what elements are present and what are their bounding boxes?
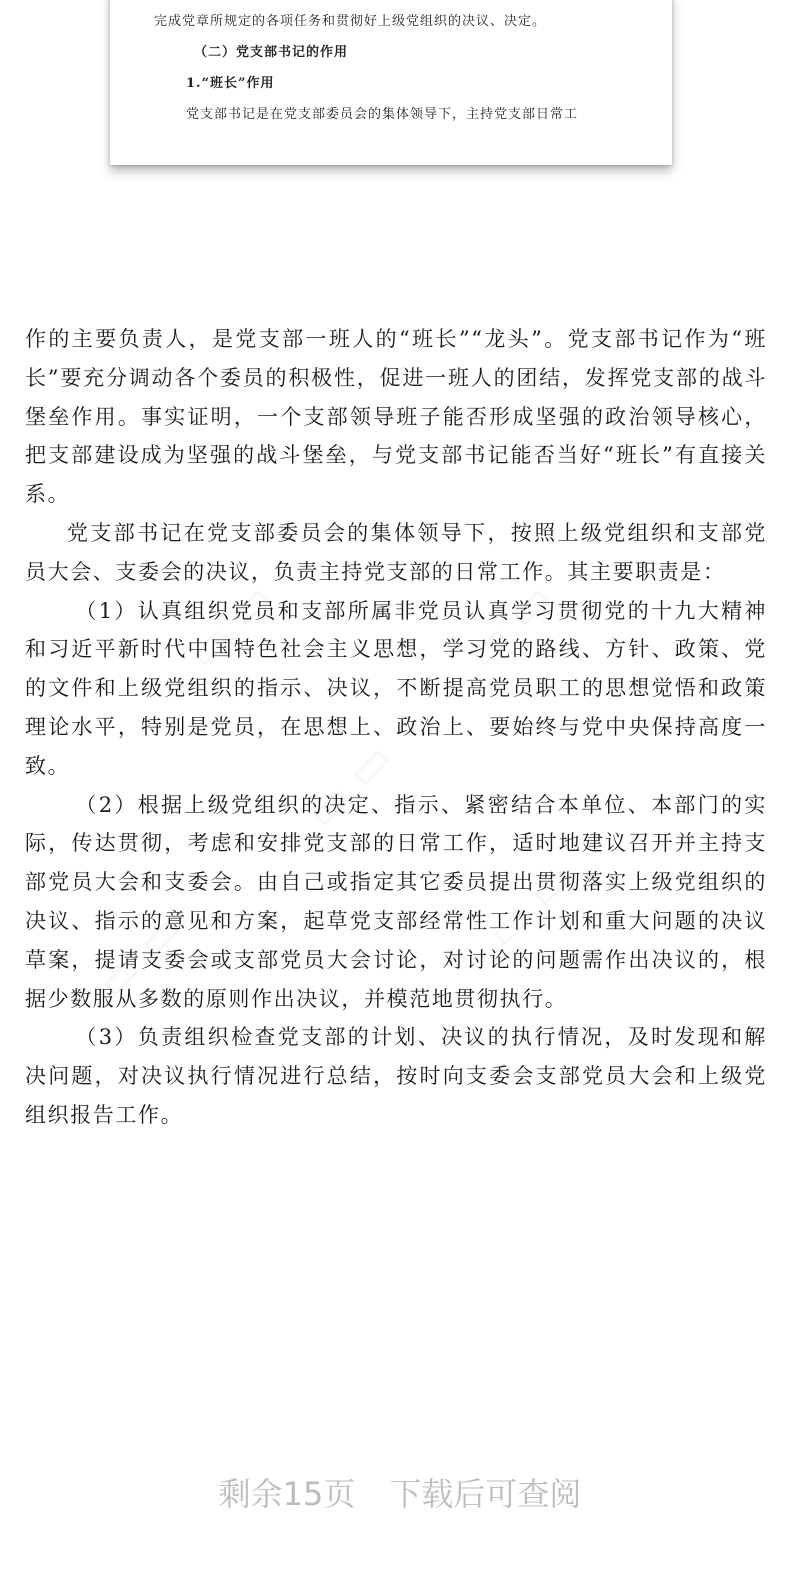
download-to-read-link[interactable]: 下载后可查阅 [389,1475,582,1513]
preview-text-line: 完成党章所规定的各项任务和贯彻好上级党组织的决议、决定。 [154,14,547,29]
preview-subsection-heading: 1.“班长”作用 [186,76,275,91]
paragraph-continuation: 作的主要负责人，是党支部一班人的“班长”“龙头”。党支部书记作为“班长”要充分调动各个委员的积极性，促进一班人的团结，发挥党支部的战斗堡垒作用。事实证明，一个支部领导班子能否形成坚强的政治领导核心，把支部建设成为坚强的战斗堡垒，与党支部书记能否当好“班长”有直接关系。 [25,327,767,507]
paragraph-duty-2: （2）根据上级党组织的决定、指示、紧密结合本单位、本部门的实际，传达贯彻，考虑和安排党支部的日常工作，适时地建议召开并主持支部党员大会和支委会。由自己或指定其它委员提出贯彻落实上级党组织的决议、指示的意见和方案，起草党支部经常性工作计划和重大问题的决议草案，提请支委会或支部党员大会讨论，对讨论的问题需作出决议的，根据少数服从多数的原则作出决议，并模范地贯彻执行。 [25,792,767,1011]
paragraph-duty-1: （1）认真组织党员和支部所属非党员认真学习贯彻党的十九大精神和习近平新时代中国特色社会主义思想，学习党的路线、方针、政策、党的文件和上级党组织的指示、决议，不断提高党员职工的思想觉悟和政策理论水平，特别是党员，在思想上、政治上、要始终与党中央保持高度一致。 [25,598,767,778]
preview-section-heading: （二）党支部书记的作用 [194,45,349,60]
paragraph-duties-intro: 党支部书记在党支部委员会的集体领导下，按照上级党组织和支部党员大会、支委会的决议，负责主持党支部的日常工作。其主要职责是： [25,520,767,584]
preview-text-line: 党支部书记是在党支部委员会的集体领导下，主持党支部日常工 [186,107,579,122]
paragraph-duty-3: （3）负责组织检查党支部的计划、决议的执行情况，及时发现和解决问题，对决议执行情况进行总结，按时向支委会支部党员大会和上级党组织报告工作。 [25,1025,767,1127]
page-preview-card [110,0,672,165]
remaining-pages-label[interactable]: 剩余15页 [218,1475,356,1513]
document-body [25,320,767,1135]
download-prompt-bar[interactable] [0,1462,800,1522]
